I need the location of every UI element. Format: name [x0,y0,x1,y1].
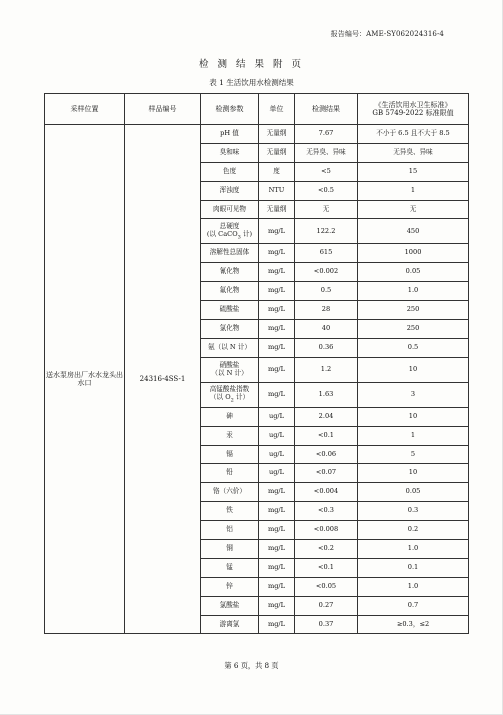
limit-cell: 无 [358,200,469,219]
parameter-name: 硫酸盐 [219,305,240,314]
unit-cell: mg/L [259,282,295,301]
result-cell: 0.27 [295,596,358,615]
parameter-cell [201,464,259,483]
unit-cell: NTU [259,181,295,200]
parameter-name: 铝 [226,525,233,534]
parameter-name: 氰化物 [219,267,240,276]
result-cell: <0.05 [295,577,358,596]
unit-cell: ug/L [259,426,295,445]
parameter-note: （以 N 计） [211,368,248,377]
col-header-location: 采样位置 [45,94,125,125]
parameter-cell [201,615,259,634]
result-cell: <0.002 [295,263,358,282]
parameter-name: 总硬度 [219,221,240,230]
parameter-cell [201,301,259,320]
result-cell: 1.2 [295,357,358,382]
limit-cell: 1.0 [358,540,469,559]
col-header-result: 检测结果 [295,94,358,125]
parameter-cell [201,125,259,144]
parameter-cell [201,540,259,559]
col-header-standard-line1: 《生活饮用水卫生标准》 [374,100,452,109]
unit-cell: mg/L [259,577,295,596]
parameter-cell [201,407,259,426]
table-header-row [45,94,469,125]
parameter-cell [201,320,259,339]
unit-cell: mg/L [259,244,295,263]
result-cell: <5 [295,162,358,181]
limit-cell: 1 [358,426,469,445]
parameter-name: 氯化物 [219,324,240,332]
parameter-name: 色度 [222,166,237,175]
unit-cell: mg/L [259,219,295,244]
parameter-name: 游离氯 [219,619,240,628]
limit-cell: 10 [358,464,469,483]
result-cell: <0.06 [295,445,358,464]
unit-cell: mg/L [259,502,295,521]
parameter-name: 砷 [226,411,233,420]
parameter-cell [201,521,259,540]
result-cell: 615 [295,244,358,263]
result-cell: 2.04 [295,407,358,426]
parameter-cell [201,445,259,464]
parameter-cell [201,263,259,282]
parameter-note-suffix: 计） [233,393,250,402]
parameter-name: pH 值 [220,128,239,137]
parameter-note [202,394,257,403]
parameter-name: 铬（六价） [213,487,246,496]
parameter-name: 汞 [226,430,233,439]
result-cell: <0.008 [295,521,358,540]
parameter-cell [201,244,259,263]
unit-cell: mg/L [259,540,295,559]
parameter-cell [201,181,259,200]
limit-cell: 0.5 [358,338,469,357]
result-cell: <0.2 [295,540,358,559]
parameter-name: 高锰酸盐指数 [209,385,250,394]
limit-cell: 15 [358,162,469,181]
limit-cell: 0.2 [358,521,469,540]
parameter-cell [201,596,259,615]
result-cell: 1.63 [295,382,358,407]
parameter-name: 浑浊度 [219,185,240,194]
result-cell: <0.5 [295,181,358,200]
parameter-cell [201,338,259,357]
sampling-location-cell: 送水泵房出厂水水龙头出水口 [45,125,125,634]
page-footer: 第 6 页，共 8 页 [224,661,279,670]
parameter-name: 肉眼可见物 [213,204,246,213]
limit-cell: 10 [358,357,469,382]
limit-cell: 10 [358,407,469,426]
col-header-standard [358,94,469,125]
parameter-cell [201,162,259,181]
unit-cell: mg/L [259,558,295,577]
limit-cell: 0.05 [358,483,469,502]
parameter-name: 臭和味 [219,147,240,156]
parameter-note-suffix: 计) [240,229,253,238]
result-cell: <0.07 [295,464,358,483]
parameter-name: 氟化物 [219,286,240,295]
unit-cell: ug/L [259,407,295,426]
parameter-cell [201,502,259,521]
parameter-note-prefix: （以 O [209,393,231,402]
limit-cell: 1000 [358,244,469,263]
unit-cell: mg/L [259,382,295,407]
unit-cell: mg/L [259,483,295,502]
parameter-cell [201,219,259,244]
limit-cell: 250 [358,301,469,320]
unit-cell: mg/L [259,301,295,320]
limit-cell: 3 [358,382,469,407]
unit-cell: 无量纲 [259,143,295,162]
limit-cell: 450 [358,219,469,244]
result-cell: 122.2 [295,219,358,244]
unit-cell: mg/L [259,357,295,382]
parameter-cell [201,558,259,577]
unit-cell: ug/L [259,464,295,483]
results-table [44,93,469,634]
unit-cell: mg/L [259,338,295,357]
limit-cell: 5 [358,445,469,464]
limit-cell: 0.05 [358,263,469,282]
parameter-name: 锌 [226,581,233,590]
col-header-sample-no: 样品编号 [125,94,201,125]
limit-cell: 0.3 [358,502,469,521]
limit-cell: 1 [358,181,469,200]
parameter-note-subscript: 2 [230,397,234,404]
col-header-standard-line2: GB 5749-2022 标准限值 [372,109,454,117]
parameter-name: 铅 [226,468,233,477]
unit-cell: 无量纲 [259,125,295,144]
parameter-note [202,231,257,240]
limit-cell: 不小于 6.5 且不大于 8.5 [358,125,469,144]
table-caption: 表 1 生活饮用水检测结果 [209,78,294,87]
result-cell: 0.37 [295,615,358,634]
unit-cell: 度 [259,162,295,181]
results-body [45,125,469,634]
parameter-cell [201,357,259,382]
parameter-cell [201,143,259,162]
col-header-parameter: 检测参数 [201,94,259,125]
parameter-name: 锰 [226,562,233,571]
result-cell: <0.1 [295,558,358,577]
result-cell: 0.36 [295,338,358,357]
document-title: 检 测 结 果 附 页 [198,59,305,70]
parameter-cell [201,200,259,219]
report-number: 报告编号：AME-SY062024316-4 [330,30,444,38]
limit-cell: 无异臭、异味 [358,143,469,162]
limit-cell: ≥0.3，≤2 [358,615,469,634]
parameter-name: 硝酸盐 [219,360,240,369]
parameter-cell [201,426,259,445]
limit-cell: 250 [358,320,469,339]
sample-number-cell: 24316-4SS-1 [125,125,201,634]
parameter-name: 氨（以 N 计） [208,342,251,351]
parameter-note-subscript: 3 [237,234,241,241]
result-cell: 28 [295,301,358,320]
parameter-name: 铜 [226,544,233,553]
parameter-cell [201,282,259,301]
parameter-name: 氯酸盐 [219,600,240,609]
parameter-cell [201,483,259,502]
limit-cell: 1.0 [358,577,469,596]
col-header-unit: 单位 [259,94,295,125]
parameter-name: 镉 [226,449,233,458]
unit-cell: ug/L [259,445,295,464]
result-cell: 无 [295,200,358,219]
table-row [45,125,469,144]
parameter-cell [201,577,259,596]
result-cell: <0.3 [295,502,358,521]
result-cell: <0.1 [295,426,358,445]
limit-cell: 0.1 [358,558,469,577]
result-cell: 无异臭、异味 [295,143,358,162]
limit-cell: 0.7 [358,596,469,615]
result-cell: 40 [295,320,358,339]
unit-cell: mg/L [259,596,295,615]
parameter-name: 溶解性总固体 [209,248,250,257]
limit-cell: 1.0 [358,282,469,301]
parameter-note-prefix: (以 CaCO [206,229,238,238]
parameter-cell [201,382,259,407]
unit-cell: 无量纲 [259,200,295,219]
result-cell: 0.5 [295,282,358,301]
unit-cell: mg/L [259,615,295,634]
unit-cell: mg/L [259,521,295,540]
result-cell: 7.67 [295,125,358,144]
unit-cell: mg/L [259,263,295,282]
parameter-name: 铁 [226,506,233,515]
result-cell: <0.004 [295,483,358,502]
unit-cell: mg/L [259,320,295,339]
